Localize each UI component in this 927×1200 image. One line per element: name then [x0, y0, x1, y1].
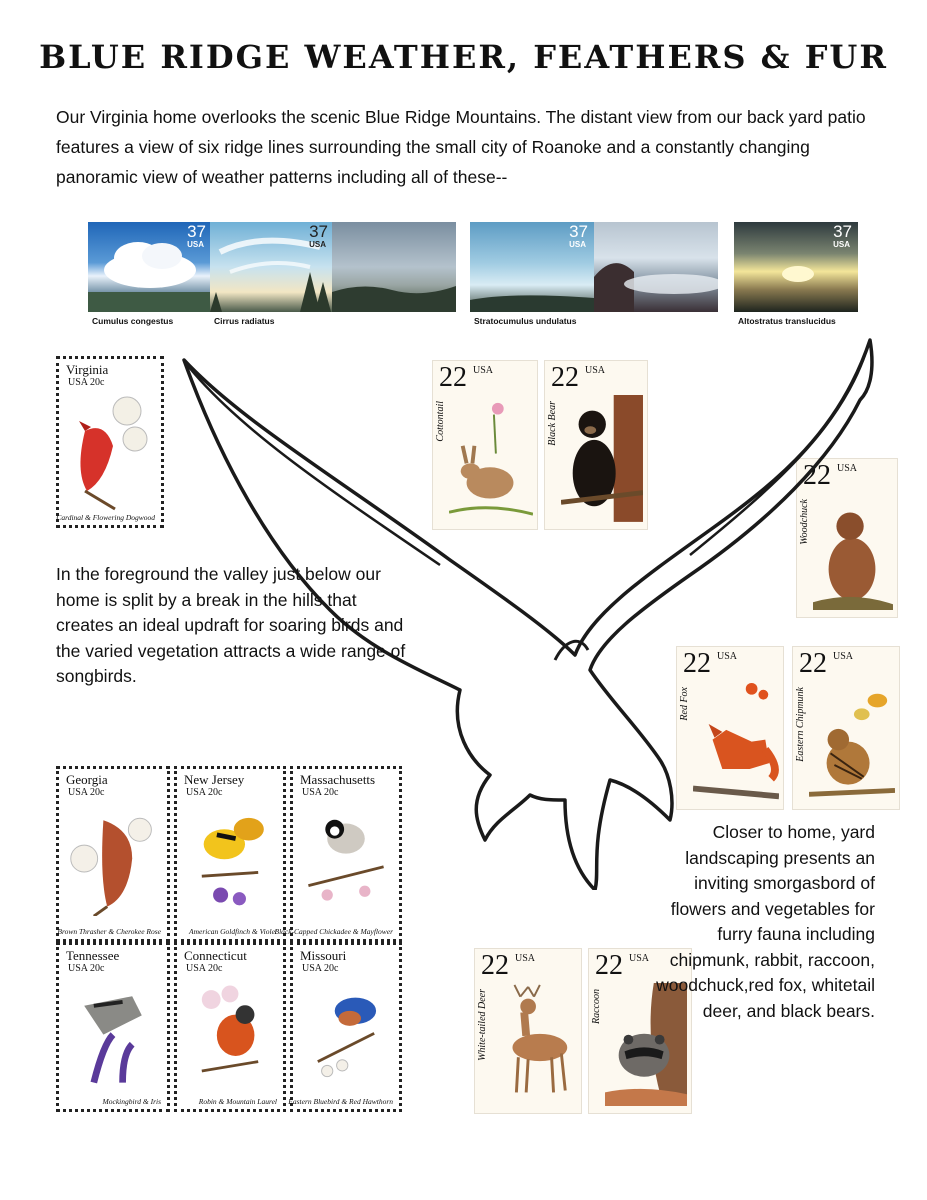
stamp-denomination: USA 20c	[302, 963, 339, 974]
stamp-missouri	[290, 942, 402, 1112]
stamp-altostratus	[734, 222, 858, 327]
stamp-animal-name: Black Bear	[547, 401, 558, 446]
stamp-country: USA	[187, 240, 204, 249]
stamp-state: Tennessee	[66, 948, 120, 963]
stamp-denomination: USA 20c	[68, 963, 105, 974]
stamp-cumulus	[88, 222, 212, 327]
stamp-caption: Altostratus translucidus	[738, 316, 836, 326]
stamp-state: New Jersey	[184, 772, 245, 787]
stamp-country: USA	[309, 240, 326, 249]
stamp-country: USA	[473, 365, 494, 376]
stamp-caption: Stratocumulus undulatus	[474, 316, 577, 326]
stamp-virginia	[56, 356, 164, 528]
bluebird-illustration	[299, 977, 393, 1090]
robin-illustration	[183, 977, 277, 1090]
stamp-country: USA	[629, 953, 650, 964]
stamp-tennessee	[56, 942, 170, 1112]
stamp-animal-name: Cottontail	[435, 401, 446, 442]
stamp-caption: Brown Thrasher & Cherokee Rose	[57, 927, 161, 936]
stamp-massachusetts	[274, 766, 402, 942]
stamp-denomination: USA 20c	[302, 787, 339, 798]
stamp-value: 22	[595, 950, 623, 981]
stamp-value: 22	[439, 362, 467, 393]
stamp-value: 22	[803, 460, 831, 491]
stamp-denomination: USA 20c	[68, 377, 105, 388]
stamp-denomination: USA 20c	[186, 963, 223, 974]
stamp-country: USA	[515, 953, 536, 964]
mockingbird-illustration	[65, 977, 161, 1092]
stamp-caption: Cumulus congestus	[92, 316, 174, 326]
closer-to-home-paragraph: Closer to home, yard landscaping presents an inviting smorgasbord of flowers and vegetables for furry fauna including chipmunk, rabbit, raccoon, woodchuck,red fox, whitetail deer, and black bears.	[656, 822, 875, 1021]
stamp-value: 22	[799, 648, 827, 679]
stamp-value: 22	[481, 950, 509, 981]
stamp-caption: American Goldfinch & Violet	[189, 927, 277, 936]
stamp-caption: Cirrus radiatus	[214, 316, 275, 326]
stamp-georgia	[56, 766, 170, 942]
stamp-denomination: USA 20c	[186, 787, 223, 798]
stamp-caption: Robin & Mountain Laurel	[198, 1097, 277, 1106]
stamp-caption: Eastern Bluebird & Red Hawthorn	[288, 1097, 393, 1106]
stamp-country: USA	[585, 365, 606, 376]
goldfinch-illustration	[183, 801, 277, 914]
brown-thrasher-illustration	[65, 801, 161, 916]
cardinal-illustration	[65, 391, 155, 511]
stamp-caption: Cardinal & Flowering Dogwood	[56, 513, 155, 522]
stamp-country: USA	[833, 240, 850, 249]
intro-paragraph: Our Virginia home overlooks the scenic Blue Ridge Mountains. The distant view from our back yard patio features a view of six ridge lines surrounding the small city of Roanoke and a constantly changing panoramic view of weather patterns including all of these--	[56, 107, 866, 187]
stamp-denomination: USA 20c	[68, 787, 105, 798]
stamp-country: USA	[833, 651, 854, 662]
cloud-photo	[594, 222, 718, 312]
stamp-value: 37	[833, 222, 852, 241]
foreground-paragraph: In the foreground the valley just below our home is split by a break in the hills that creates an ideal updraft for soaring birds and the varied vegetation attracts a wide range of songbirds.	[56, 564, 406, 686]
stamp-country: USA	[717, 651, 738, 662]
stamp-state: Missouri	[300, 948, 347, 963]
page-title: BLUE RIDGE WEATHER, FEATHERS & FUR	[39, 38, 888, 76]
stamp-value: 37	[187, 222, 206, 241]
stamp-state: Georgia	[66, 772, 108, 787]
stamp-country: USA	[837, 463, 858, 474]
stamp-animal-name: Red Fox	[679, 687, 690, 721]
stamp-cloud-3	[332, 222, 456, 327]
stamp-state: Massachusetts	[300, 772, 376, 787]
stamp-stratocumulus	[470, 222, 594, 327]
deer-illustration	[491, 983, 577, 1106]
stamp-state: Virginia	[66, 362, 109, 377]
stamp-value: 22	[551, 362, 579, 393]
stamp-value: 37	[569, 222, 588, 241]
stamp-new-jersey	[174, 766, 286, 942]
stamp-caption: Mockingbird & Iris	[102, 1097, 161, 1106]
stamp-country: USA	[569, 240, 586, 249]
stamp-animal-name: White-tailed Deer	[477, 989, 488, 1061]
stamp-caption: Black-Capped Chickadee & Mayflower	[274, 927, 393, 936]
stamp-white-tailed-deer	[474, 948, 582, 1114]
chickadee-illustration	[299, 801, 393, 914]
stamp-value: 37	[309, 222, 328, 241]
stamp-value: 22	[683, 648, 711, 679]
cloud-photo	[332, 222, 456, 312]
stamp-animal-name: Eastern Chipmunk	[795, 687, 806, 762]
stamp-animal-name: Woodchuck	[799, 499, 810, 545]
stamp-state: Connecticut	[184, 948, 247, 963]
stamp-fog	[594, 222, 718, 327]
stamp-animal-name: Raccoon	[591, 989, 602, 1024]
stamp-cirrus	[210, 222, 334, 327]
stamp-connecticut	[174, 942, 286, 1112]
